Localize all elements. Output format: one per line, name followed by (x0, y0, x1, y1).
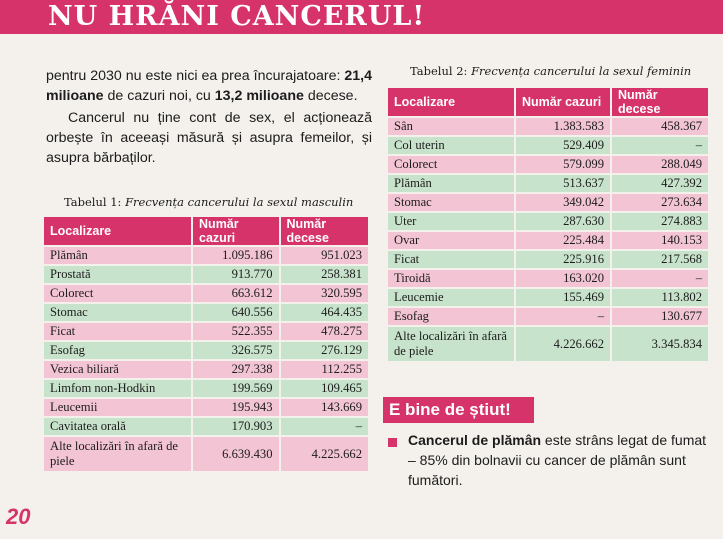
cell-deaths: 3.345.834 (612, 327, 708, 361)
cell-location: Alte localizări în afară de piele (44, 437, 193, 471)
column-header: Număr cazuri (193, 217, 280, 245)
cell-location: Limfom non-Hodkin (44, 380, 193, 397)
cell-deaths: 951.023 (281, 247, 369, 264)
column-header: Număr cazuri (516, 88, 612, 116)
cell-deaths: 130.677 (612, 308, 708, 325)
cell-cases: 225.916 (516, 251, 612, 268)
cell-cases: 155.469 (516, 289, 612, 306)
cell-location: Cavitatea orală (44, 418, 193, 435)
cell-location: Leucemii (44, 399, 193, 416)
table-row (44, 304, 368, 321)
cell-location: Plămân (44, 247, 193, 264)
cell-deaths: 217.568 (612, 251, 708, 268)
cell-cases: 579.099 (516, 156, 612, 173)
cell-deaths: 109.465 (281, 380, 369, 397)
table-row (44, 285, 368, 302)
table-row (44, 399, 368, 416)
table-row (44, 361, 368, 378)
cell-location: Col uterin (388, 137, 516, 154)
cell-location: Tiroidă (388, 270, 516, 287)
female-table-caption: Tabelul 2: Frecvența cancerului la sexul feminin (410, 64, 692, 78)
cell-deaths: – (281, 418, 369, 435)
cell-location: Colorect (44, 285, 193, 302)
cell-cases: 163.020 (516, 270, 612, 287)
table-row (44, 247, 368, 264)
cell-deaths: 258.381 (281, 266, 369, 283)
cell-cases: 1.095.186 (193, 247, 280, 264)
cell-deaths: 274.883 (612, 213, 708, 230)
bullet-square-icon (388, 438, 397, 447)
cell-location: Sân (388, 118, 516, 135)
cell-location: Leucemie (388, 289, 516, 306)
cell-deaths: 478.275 (281, 323, 369, 340)
cell-cases: 326.575 (193, 342, 280, 359)
cell-deaths: 464.435 (281, 304, 369, 321)
column-header: Localizare (388, 88, 516, 116)
table-row (44, 266, 368, 283)
table-row (388, 194, 708, 211)
cell-deaths: 458.367 (612, 118, 708, 135)
cell-location: Esofag (44, 342, 193, 359)
cell-location: Prostată (44, 266, 193, 283)
cell-cases: 6.639.430 (193, 437, 280, 471)
header-banner (0, 0, 723, 34)
table-row (388, 137, 708, 154)
info-box-title: E bine de știut! (383, 397, 534, 423)
cell-cases: 522.355 (193, 323, 280, 340)
table-row (388, 289, 708, 306)
cell-location: Uter (388, 213, 516, 230)
page-title: NU HRĂNI CANCERUL! (48, 1, 426, 32)
cell-cases: 349.042 (516, 194, 612, 211)
female-cancer-table (388, 86, 708, 363)
cell-cases: 287.630 (516, 213, 612, 230)
table-header-row (44, 217, 368, 245)
cell-location: Alte localizări în afară de piele (388, 327, 516, 361)
cell-location: Colorect (388, 156, 516, 173)
cell-cases: – (516, 308, 612, 325)
table-row (388, 175, 708, 192)
cell-deaths: 112.255 (281, 361, 369, 378)
column-header: Localizare (44, 217, 193, 245)
cell-location: Stomac (388, 194, 516, 211)
cell-location: Ovar (388, 232, 516, 249)
cell-cases: 4.226.662 (516, 327, 612, 361)
cell-cases: 195.943 (193, 399, 280, 416)
cell-location: Vezica biliară (44, 361, 193, 378)
cell-deaths: 113.802 (612, 289, 708, 306)
cell-deaths: 143.669 (281, 399, 369, 416)
table-row (388, 156, 708, 173)
cell-cases: 513.637 (516, 175, 612, 192)
cell-deaths: 320.595 (281, 285, 369, 302)
table-row (388, 308, 708, 325)
cell-deaths: 4.225.662 (281, 437, 369, 471)
cell-location: Plămân (388, 175, 516, 192)
cell-cases: 199.569 (193, 380, 280, 397)
cell-deaths: 140.153 (612, 232, 708, 249)
cell-deaths: – (612, 137, 708, 154)
table-row (44, 437, 368, 471)
table-row (44, 323, 368, 340)
cell-cases: 913.770 (193, 266, 280, 283)
cell-deaths: 288.049 (612, 156, 708, 173)
cell-cases: 529.409 (516, 137, 612, 154)
table-row (388, 118, 708, 135)
intro-paragraph-2: Cancerul nu ține cont de sex, el acționează orbește în aceeași măsură și asupra femeilor, și asupra bărbaților. (46, 110, 372, 166)
table-row (388, 327, 708, 361)
cell-location: Ficat (44, 323, 193, 340)
cell-cases: 1.383.583 (516, 118, 612, 135)
cell-deaths: 427.392 (612, 175, 708, 192)
intro-paragraph-1: pentru 2030 nu este nici ea prea încurajatoare: 21,4 milioane de cazuri noi, cu 13,2 milioane decese. (46, 68, 372, 104)
cell-location: Esofag (388, 308, 516, 325)
male-cancer-table (44, 215, 368, 473)
table-row (44, 418, 368, 435)
page-number: 20 (6, 504, 31, 529)
cell-deaths: 276.129 (281, 342, 369, 359)
cell-cases: 640.556 (193, 304, 280, 321)
cell-location: Stomac (44, 304, 193, 321)
table-row (388, 270, 708, 287)
cell-deaths: – (612, 270, 708, 287)
table-row (44, 342, 368, 359)
male-table-caption: Tabelul 1: Frecvența cancerului la sexul masculin (64, 195, 354, 209)
column-header: Număr decese (612, 88, 708, 116)
table-header-row (388, 88, 708, 116)
cell-cases: 663.612 (193, 285, 280, 302)
table-row (388, 213, 708, 230)
column-header: Număr decese (281, 217, 369, 245)
cell-cases: 170.903 (193, 418, 280, 435)
table-row (44, 380, 368, 397)
cell-deaths: 273.634 (612, 194, 708, 211)
info-fact: Cancerul de plămân este strâns legat de fumat – 85% din bolnavii cu cancer de plămân sunt fumători. (408, 432, 707, 488)
intro-text (46, 66, 372, 168)
table-row (388, 232, 708, 249)
table-row (388, 251, 708, 268)
cell-cases: 297.338 (193, 361, 280, 378)
cell-cases: 225.484 (516, 232, 612, 249)
cell-location: Ficat (388, 251, 516, 268)
